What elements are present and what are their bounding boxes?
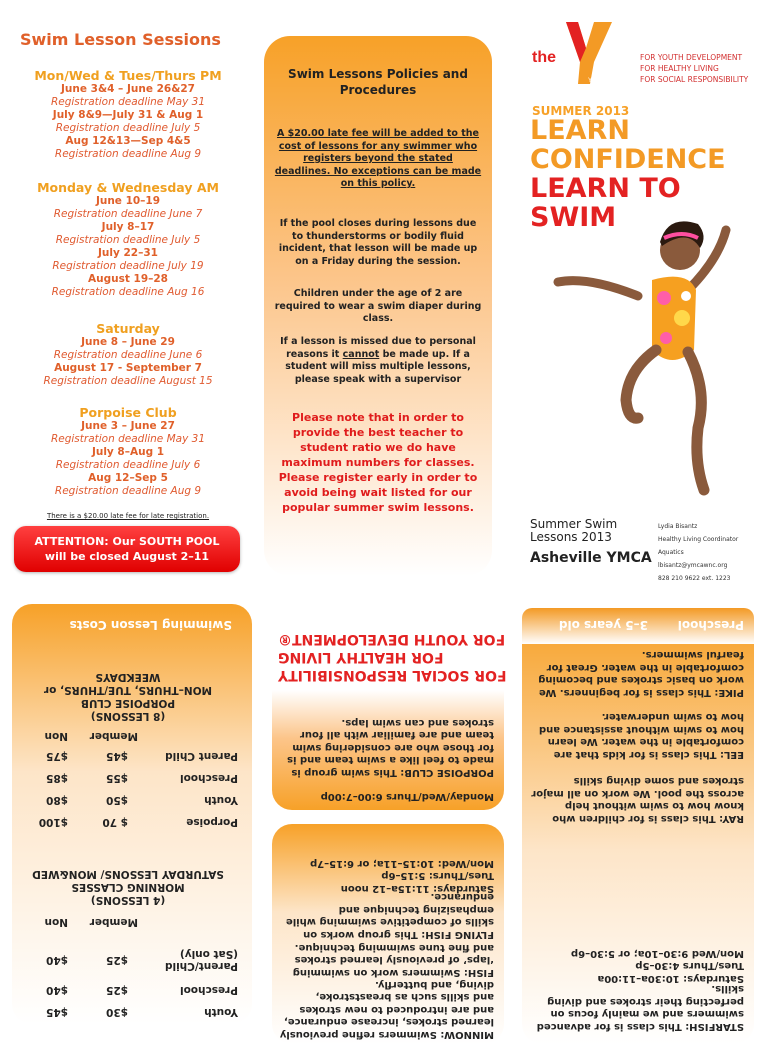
session-deadline: Registration deadline Aug 9 xyxy=(54,485,202,497)
session-deadline: Registration deadline July 5 xyxy=(55,234,201,246)
mission-line: FOR SOCIAL RESPONSIBILITY xyxy=(278,667,507,683)
sessions-column xyxy=(0,0,256,580)
ymca-mission xyxy=(640,52,748,85)
price-label: Youth xyxy=(204,1006,238,1018)
costs-title: Swimming Lesson Costs xyxy=(69,618,232,632)
late-fee-policy: A $20.00 late fee will be added to the cost of lessons for any swimmer who registers beyond the stated deadlines. No exceptions can be made on this policy. xyxy=(274,128,482,189)
preschool-time-saturday: Saturdays: 10:30a–11:00a xyxy=(597,973,744,984)
session-date: June 3&4 – June 26&27 xyxy=(61,83,195,95)
session-group-title: Saturday xyxy=(96,321,160,336)
price-col-heads-sat xyxy=(18,915,238,928)
minnow-desc: MINNOW: Swimmers refine previously learned strokes, increase endurance, and are introduced to new strokes and skills such as breaststroke, diving, and butterfly. xyxy=(279,979,494,1040)
banner-line-1: ATTENTION: Our SOUTH POOL xyxy=(34,535,220,548)
price-member: $25 xyxy=(106,954,128,966)
col-member: Member xyxy=(89,916,138,928)
brochure-title-line: Lessons 2013 xyxy=(530,530,612,544)
costs-column xyxy=(0,580,256,1024)
banner-line-2: will be closed August 2–11 xyxy=(44,550,210,563)
back-mission xyxy=(256,630,512,684)
missed-text-a: If a lesson is missed due to personal reasons it xyxy=(280,336,476,360)
session-date: July 22–31 xyxy=(98,247,158,259)
contact-phone: 828 210 9622 ext. 1223 xyxy=(658,575,731,582)
contact-role: Healthy Living Coordinator xyxy=(658,536,739,543)
session-date: August 17 - September 7 xyxy=(54,362,202,374)
ymca-logo-icon xyxy=(528,18,628,88)
mission-line: FOR HEALTHY LIVING xyxy=(640,64,719,73)
session-date: June 10–19 xyxy=(95,195,161,207)
session-group-title: Monday & Wednesday AM xyxy=(37,180,219,195)
col-non: Non xyxy=(44,916,68,928)
pricing-head-line: SATURDAY LESSONS/ MON&WED xyxy=(32,868,224,880)
price-non: $75 xyxy=(46,750,68,762)
mission-line: FOR YOUTH DEVELOPMENT xyxy=(640,53,743,62)
session-date: July 8–17 xyxy=(101,221,155,233)
youth-time-mon-wed: Mon/Wed: 10:15–11a; or 6:15–7p xyxy=(310,858,494,869)
session-deadline: Registration deadline May 31 xyxy=(50,96,206,108)
porpoise-desc: PORPOISE CLUB: This swim group is made to feel like a swim team and is for those who are considering swim team and are familiar with all four strokes and can swim laps. xyxy=(287,717,494,778)
class-size-note: Please note that in order to provide the best teacher to student ratio we do have maximum numbers for classes. Please register early in order to avoid being wait listed for our popular summer swim lessons. xyxy=(278,411,478,514)
ymca-logo xyxy=(528,18,628,88)
price-row-preschool-sat xyxy=(18,983,238,996)
season-label: SUMMER 2013 xyxy=(532,104,630,118)
session-date: Aug 12&13—Sep 4&5 xyxy=(65,135,191,147)
flying-fish-desc: FLYING FISH: This group works on skills of competitive swimming while emphasizing technique and endurance. xyxy=(285,891,494,940)
late-fee-note: There is a $20.00 late fee for late registration. xyxy=(46,512,210,520)
pricing-head-line: PORPOISE CLUB xyxy=(80,697,176,709)
price-label: Preschool xyxy=(180,984,238,996)
session-deadline: Registration deadline July 5 xyxy=(55,122,201,134)
session-date: June 8 – June 29 xyxy=(81,336,175,348)
pricing-head-line: MON–THURS, TUE/THURS, or xyxy=(43,684,213,696)
policies-panel xyxy=(264,36,492,576)
price-label: Youth xyxy=(204,794,238,806)
back-side-flipped xyxy=(0,580,768,1040)
swim-diaper-policy: Children under the age of 2 are required to wear a swim diaper during class. xyxy=(274,288,482,324)
session-group-title: Porpoise Club xyxy=(79,405,177,420)
pricing-head-line: MORNING CLASSES xyxy=(71,881,185,893)
youth-times xyxy=(278,857,494,895)
contact-email[interactable]: lbisantz@ymcawnc.org xyxy=(658,562,728,569)
price-row-youth-sat xyxy=(18,1005,238,1018)
session-date: Aug 12–Sep 5 xyxy=(88,472,168,484)
session-deadline: Registration deadline May 31 xyxy=(50,433,206,445)
jumping-girl-photo xyxy=(548,200,768,510)
pool-closure-policy: If the pool closes during lessons due to thunderstorms or bodily fluid incident, that lesson will be made up on a Friday during the session. xyxy=(278,218,478,267)
price-label: Parent/Child (Sat only) xyxy=(164,948,238,972)
price-non: $40 xyxy=(46,984,68,996)
price-row-parent-child-sat xyxy=(18,944,238,972)
headline-line: CONFIDENCE xyxy=(530,144,726,175)
saturday-pricing-head xyxy=(18,867,238,906)
sessions-heading: Swim Lesson Sessions xyxy=(20,30,221,49)
porpoise-times: Monday/Wed/Thurs 6:00–7:00p xyxy=(320,791,494,802)
price-row-preschool xyxy=(18,771,238,784)
col-member: Member xyxy=(89,730,138,742)
preschool-times xyxy=(528,947,744,985)
pike-desc: PIKE: This class is for beginners. We work on basic strokes and becoming comfortable in the water. Great for fearful swimmers. xyxy=(538,649,744,698)
location-name: Asheville YMCA xyxy=(530,550,652,566)
preschool-title: Preschool xyxy=(677,618,744,632)
missed-text-emphasis: cannot xyxy=(342,348,380,360)
missed-text-b: be made up. If a student will miss multiple lessons, please speak with a supervisor xyxy=(285,348,471,385)
price-member: $55 xyxy=(106,772,128,784)
starfish-desc: STARFISH: This class is for advanced swimmers and we mainly focus on perfecting their strokes and diving skills. xyxy=(536,983,744,1032)
mission-line: FOR SOCIAL RESPONSIBILITY xyxy=(640,75,749,84)
contact-info xyxy=(658,520,738,585)
headline-line: LEARN TO xyxy=(530,173,681,204)
price-row-parent-child xyxy=(18,749,238,762)
pricing-head-line: (4 LESSONS) xyxy=(90,894,166,906)
price-label: Preschool xyxy=(180,772,238,784)
pricing-head-line: WEEKDAYS xyxy=(95,671,161,683)
session-deadline: Registration deadline Aug 16 xyxy=(51,286,205,298)
preschool-column xyxy=(512,580,768,1032)
session-group-title: Mon/Wed & Tues/Thurs PM xyxy=(34,68,222,83)
price-non: $40 xyxy=(46,954,68,966)
brochure-title xyxy=(530,518,617,544)
session-deadline: Registration deadline Aug 9 xyxy=(54,148,202,160)
session-deadline: Registration deadline July 19 xyxy=(52,260,204,272)
session-date: July 8–Aug 1 xyxy=(91,446,165,458)
headline-line: LEARN xyxy=(530,115,630,146)
price-label: Porpoise xyxy=(186,816,238,828)
mission-line: FOR HEALTHY LIVING xyxy=(278,649,444,665)
contact-role: Aquatics xyxy=(658,549,684,556)
price-member: $25 xyxy=(106,984,128,996)
preschool-time-mon-wed: Mon/Wed 9:30–10a; or 5:30–6p xyxy=(571,948,744,959)
session-group-mon-wed-pm xyxy=(0,68,256,161)
ray-desc: RAY: This class is for children who know how to swim without help across the pool. We work on all major strokes and some diving skills xyxy=(531,775,744,824)
eel-desc: EEL: This class is for kids that are comfortable in the water. We learn how to swim without assistance and how to swim underwater. xyxy=(538,711,744,760)
youth-time-tues-thurs: Tues/Thurs: 5:15–6p xyxy=(381,870,494,882)
price-row-youth xyxy=(18,793,238,806)
price-member: $45 xyxy=(106,750,128,762)
youth-time-saturday: Saturdays: 11:15a–12 noon xyxy=(340,883,494,894)
price-member: $ 70 xyxy=(102,816,128,828)
session-date: August 19–28 xyxy=(88,273,168,285)
session-group-porpoise-club xyxy=(0,405,256,498)
youth-column xyxy=(256,580,512,1040)
contact-name: Lydia Bisantz xyxy=(658,523,698,530)
preschool-age: 3–5 years old xyxy=(558,618,648,632)
cover-panel xyxy=(512,0,768,580)
headline-line: SWIM xyxy=(530,202,617,233)
price-col-heads-weekday xyxy=(18,729,238,742)
session-deadline: Registration deadline June 7 xyxy=(53,208,203,220)
session-deadline: Registration deadline June 6 xyxy=(53,349,203,361)
preschool-time-tues-thurs: Tues/Thurs 4:30–5p xyxy=(635,960,744,972)
fish-desc: FISH: Swimmers work on swimming ‘laps’ of previously learned strokes and fine tune swimming technique. xyxy=(292,942,494,978)
price-label: Parent Child xyxy=(165,750,238,762)
session-date: July 8&9—July 31 & Aug 1 xyxy=(52,109,204,121)
weekday-pricing-head xyxy=(18,670,238,722)
mission-line: FOR YOUTH DEVELOPMENT® xyxy=(278,631,506,647)
price-member: $30 xyxy=(106,1006,128,1018)
price-non: $85 xyxy=(46,772,68,784)
session-group-saturday xyxy=(0,321,256,388)
svg-text:the: the xyxy=(532,49,556,66)
pool-closure-banner xyxy=(14,526,240,572)
svg-text:YMCA: YMCA xyxy=(588,78,606,84)
session-deadline: Registration deadline July 6 xyxy=(55,459,201,471)
session-group-mon-wed-am xyxy=(0,180,256,299)
pricing-head-line: (8 LESSONS) xyxy=(90,710,166,722)
col-non: Non xyxy=(44,730,68,742)
price-member: $50 xyxy=(106,794,128,806)
missed-lesson-policy xyxy=(274,336,482,386)
session-date: June 3 – June 27 xyxy=(81,420,175,432)
brochure-title-line: Summer Swim xyxy=(530,517,618,531)
price-non: $45 xyxy=(46,1006,68,1018)
price-non: $100 xyxy=(38,816,68,828)
price-non: $80 xyxy=(46,794,68,806)
session-deadline: Registration deadline August 15 xyxy=(43,375,213,387)
price-row-porpoise xyxy=(18,815,238,828)
policies-title: Swim Lessons Policies and Procedures xyxy=(288,67,468,97)
